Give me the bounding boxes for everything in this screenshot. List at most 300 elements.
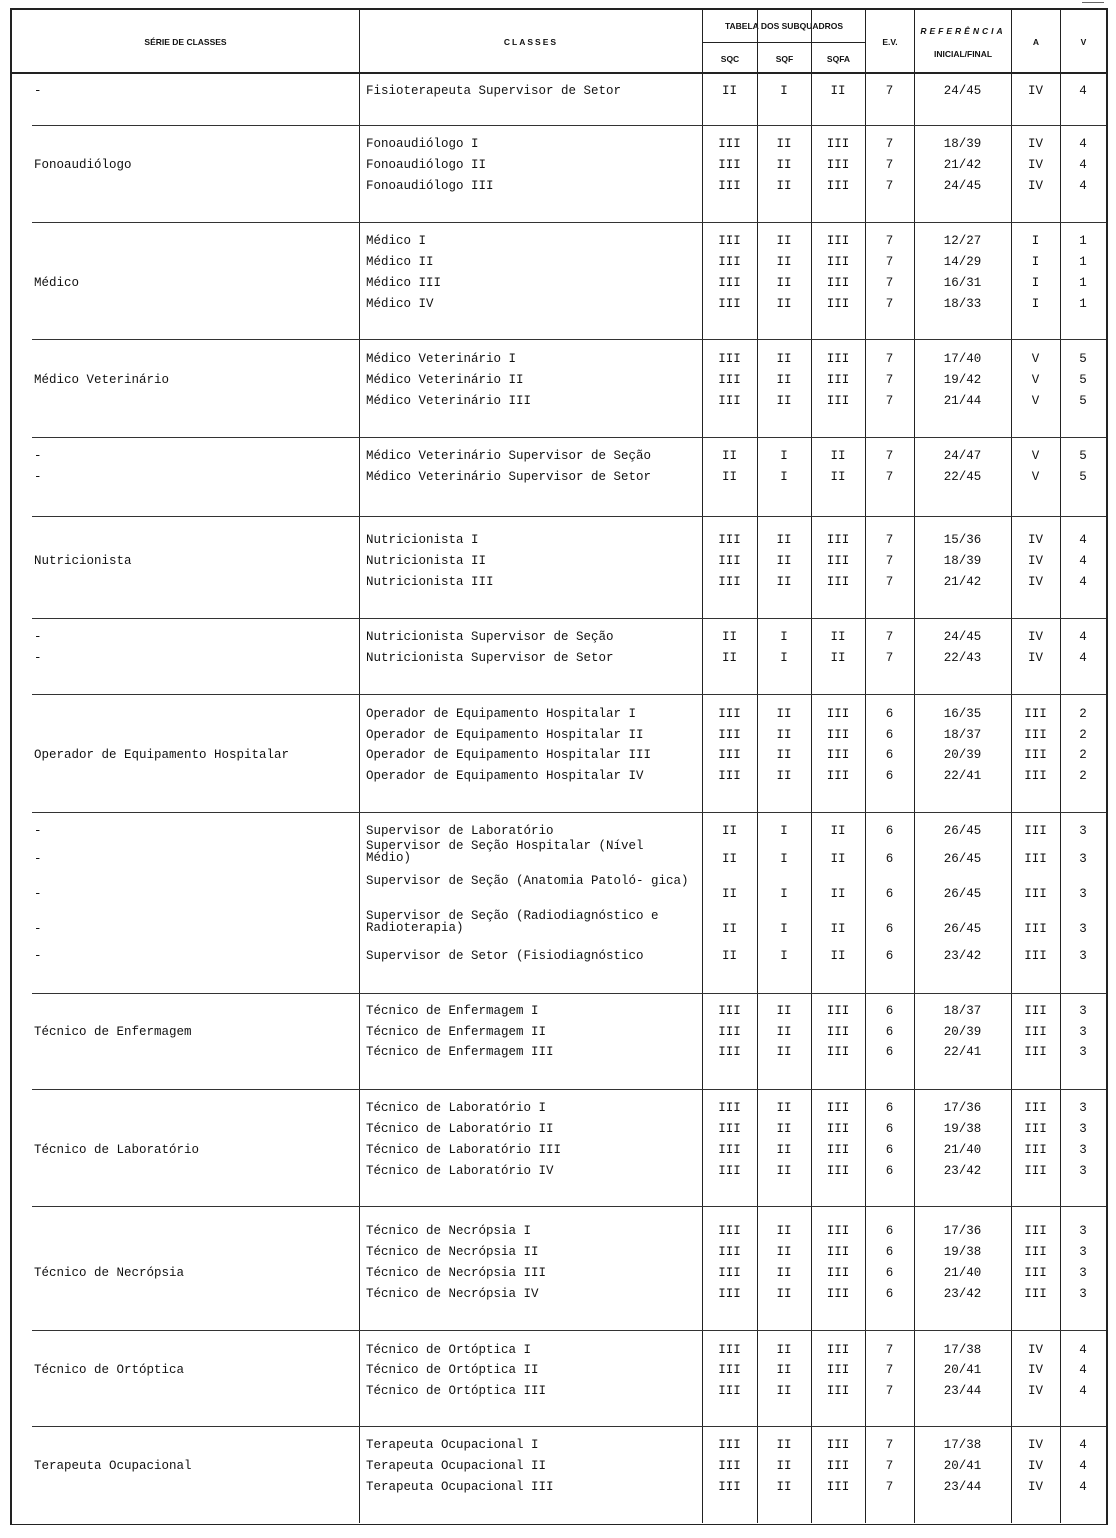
cell-ref: 20/39 <box>943 748 982 762</box>
cell-sqf: I <box>780 651 788 665</box>
series-label: - <box>34 84 42 98</box>
cell-sqc: III <box>718 352 741 366</box>
cell-ref: 21/42 <box>943 158 982 172</box>
series-label: Médico Veterinário <box>34 373 170 387</box>
cell-sqc: II <box>721 922 737 936</box>
cell-sqc: III <box>718 1025 741 1039</box>
cell-sqfa: III <box>826 1045 850 1059</box>
group-divider <box>32 125 1106 126</box>
cell-ev: 6 <box>885 707 894 721</box>
cell-ev: 6 <box>885 769 894 783</box>
cell-sqc: III <box>718 1480 741 1494</box>
header-tabela: TABELA DOS SUBQUADROS <box>724 21 844 31</box>
cell-v: 4 <box>1079 575 1087 589</box>
group-divider <box>32 993 1106 994</box>
cell-sqf: II <box>776 1266 792 1280</box>
cell-v: 3 <box>1079 1224 1087 1238</box>
cell-ev: 6 <box>885 748 894 762</box>
group-divider <box>32 694 1106 695</box>
cell-ev: 6 <box>885 852 894 866</box>
cell-sqf: II <box>776 179 792 193</box>
cell-sqfa: III <box>826 1438 850 1452</box>
group-divider <box>32 437 1106 438</box>
cell-sqfa: III <box>826 1480 850 1494</box>
cell-v: 3 <box>1079 1287 1087 1301</box>
cell-sqf: II <box>776 1122 792 1136</box>
cell-ev: 7 <box>885 234 894 248</box>
class-name: Técnico de Enfermagem III <box>366 1045 554 1059</box>
row-series-dash: - <box>34 922 42 936</box>
class-name: Operador de Equipamento Hospitalar I <box>366 707 637 721</box>
cell-sqfa: III <box>826 1363 850 1377</box>
cell-sqf: II <box>776 533 792 547</box>
cell-sqfa: III <box>826 554 850 568</box>
cell-ref: 16/35 <box>943 707 982 721</box>
cell-sqc: III <box>718 276 741 290</box>
cell-v: 3 <box>1079 887 1087 901</box>
group-divider <box>32 1089 1106 1090</box>
cell-ev: 7 <box>885 373 894 387</box>
column-rule <box>359 8 360 1523</box>
corner-mark <box>1082 2 1104 3</box>
class-name: Fonoaudiólogo II <box>366 158 487 172</box>
cell-v: 4 <box>1079 630 1087 644</box>
row-series-dash: - <box>34 449 42 463</box>
header-sqfa: SQFA <box>826 53 851 64</box>
row-series-dash: - <box>34 852 42 866</box>
cell-sqc: III <box>718 137 741 151</box>
cell-ref: 26/45 <box>943 824 982 838</box>
cell-sqc: III <box>718 1004 741 1018</box>
cell-sqfa: III <box>826 373 850 387</box>
cell-v: 2 <box>1079 748 1087 762</box>
header-referencia: REFERÊNCIA <box>920 26 1006 36</box>
cell-sqfa: III <box>826 728 850 742</box>
cell-a: IV <box>1027 1343 1043 1357</box>
cell-sqfa: III <box>826 179 850 193</box>
cell-a: III <box>1024 1245 1047 1259</box>
header-serie: SÉRIE DE CLASSES <box>144 37 227 47</box>
cell-sqc: III <box>718 1101 741 1115</box>
cell-sqf: II <box>776 1143 792 1157</box>
cell-sqf: I <box>780 84 788 98</box>
cell-a: III <box>1024 1025 1047 1039</box>
cell-v: 5 <box>1079 394 1087 408</box>
cell-sqc: II <box>721 630 737 644</box>
cell-sqf: I <box>780 949 788 963</box>
cell-a: V <box>1031 449 1040 463</box>
cell-ref: 24/45 <box>943 179 982 193</box>
series-label: Fonoaudiólogo <box>34 158 132 172</box>
cell-sqc: II <box>721 949 737 963</box>
cell-a: III <box>1024 748 1047 762</box>
row-series-dash: - <box>34 470 42 484</box>
cell-ref: 17/36 <box>943 1224 982 1238</box>
cell-sqc: III <box>718 1266 741 1280</box>
class-name: Técnico de Ortóptica I <box>366 1343 532 1357</box>
header-classes: CLASSES <box>503 37 559 47</box>
cell-a: IV <box>1027 1438 1043 1452</box>
cell-sqf: I <box>780 470 788 484</box>
cell-v: 2 <box>1079 707 1087 721</box>
cell-a: V <box>1031 352 1040 366</box>
cell-ev: 7 <box>885 1480 894 1494</box>
cell-ref: 15/36 <box>943 533 982 547</box>
cell-ev: 7 <box>885 470 894 484</box>
cell-sqf: II <box>776 1363 792 1377</box>
cell-ev: 7 <box>885 1343 894 1357</box>
class-name: Técnico de Necrópsia I <box>366 1224 532 1238</box>
cell-sqfa: III <box>826 1459 850 1473</box>
cell-a: III <box>1024 1287 1047 1301</box>
cell-sqc: II <box>721 651 737 665</box>
cell-ref: 23/42 <box>943 1287 982 1301</box>
cell-sqfa: III <box>826 533 850 547</box>
class-name: Técnico de Ortóptica II <box>366 1363 539 1377</box>
cell-ev: 7 <box>885 651 894 665</box>
class-name: Técnico de Necrópsia III <box>366 1266 547 1280</box>
cell-sqf: II <box>776 1438 792 1452</box>
cell-ref: 23/44 <box>943 1384 982 1398</box>
cell-sqfa: III <box>826 394 850 408</box>
cell-ev: 7 <box>885 158 894 172</box>
cell-sqc: III <box>718 1287 741 1301</box>
class-name: Supervisor de Laboratório <box>366 824 554 838</box>
group-divider <box>32 516 1106 517</box>
row-series-dash: - <box>34 630 42 644</box>
cell-v: 4 <box>1079 1480 1087 1494</box>
cell-a: IV <box>1027 179 1043 193</box>
cell-ref: 22/43 <box>943 651 982 665</box>
cell-sqfa: III <box>826 1287 850 1301</box>
cell-a: III <box>1024 852 1047 866</box>
cell-sqfa: III <box>826 575 850 589</box>
class-name: Nutricionista Supervisor de Seção <box>366 630 614 644</box>
cell-sqc: III <box>718 297 741 311</box>
cell-sqfa: III <box>826 1224 850 1238</box>
class-name: Fonoaudiólogo III <box>366 179 494 193</box>
class-name: Médico III <box>366 276 442 290</box>
cell-ev: 6 <box>885 1045 894 1059</box>
cell-sqc: III <box>718 1122 741 1136</box>
cell-a: IV <box>1027 137 1043 151</box>
cell-v: 1 <box>1079 255 1087 269</box>
cell-v: 3 <box>1079 1025 1087 1039</box>
cell-v: 5 <box>1079 470 1087 484</box>
cell-sqfa: III <box>826 1122 850 1136</box>
cell-v: 3 <box>1079 922 1087 936</box>
cell-sqf: II <box>776 728 792 742</box>
cell-sqf: II <box>776 158 792 172</box>
cell-sqfa: III <box>826 1143 850 1157</box>
class-name: Nutricionista I <box>366 533 479 547</box>
cell-sqc: III <box>718 1164 741 1178</box>
header-sqc: SQC <box>720 53 740 64</box>
cell-v: 2 <box>1079 769 1087 783</box>
cell-sqfa: III <box>826 276 850 290</box>
cell-sqc: III <box>718 234 741 248</box>
cell-a: IV <box>1027 575 1043 589</box>
header-a: A <box>1032 37 1040 47</box>
table-header <box>12 8 1106 74</box>
cell-a: III <box>1024 707 1047 721</box>
class-name: Operador de Equipamento Hospitalar III <box>366 748 652 762</box>
cell-sqfa: III <box>826 748 850 762</box>
class-name: Médico Veterinário III <box>366 394 532 408</box>
cell-sqc: II <box>721 852 737 866</box>
cell-ref: 26/45 <box>943 852 982 866</box>
cell-sqfa: II <box>830 887 846 901</box>
cell-ref: 21/40 <box>943 1266 982 1280</box>
class-name: Terapeuta Ocupacional II <box>366 1459 547 1473</box>
class-name: Supervisor de Setor (Fisiodiagnóstico <box>366 949 644 963</box>
class-name: Nutricionista Supervisor de Setor <box>366 651 614 665</box>
class-name: Técnico de Necrópsia IV <box>366 1287 539 1301</box>
cell-sqf: II <box>776 1224 792 1238</box>
cell-v: 3 <box>1079 1004 1087 1018</box>
cell-ref: 23/42 <box>943 949 982 963</box>
cell-sqf: II <box>776 554 792 568</box>
cell-ref: 17/38 <box>943 1343 982 1357</box>
cell-a: V <box>1031 470 1040 484</box>
class-name: Supervisor de Seção Hospitalar (Nível Médio) <box>366 839 644 865</box>
cell-sqc: III <box>718 1343 741 1357</box>
class-name: Supervisor de Seção (Radiodiagnóstico e Radioterapia) <box>366 909 659 935</box>
group-divider <box>32 1330 1106 1331</box>
class-name: Médico IV <box>366 297 434 311</box>
cell-sqfa: III <box>826 1101 850 1115</box>
cell-sqf: I <box>780 630 788 644</box>
cell-ev: 6 <box>885 1122 894 1136</box>
cell-a: III <box>1024 1045 1047 1059</box>
cell-ref: 18/37 <box>943 728 982 742</box>
cell-sqfa: III <box>826 234 850 248</box>
group-divider <box>32 1206 1106 1207</box>
cell-a: I <box>1031 255 1040 269</box>
series-label: Terapeuta Ocupacional <box>34 1459 192 1473</box>
series-label: Técnico de Ortóptica <box>34 1363 185 1377</box>
cell-sqc: III <box>718 533 741 547</box>
cell-sqc: III <box>718 1459 741 1473</box>
class-name: Médico Veterinário Supervisor de Seção <box>366 449 652 463</box>
cell-v: 1 <box>1079 234 1087 248</box>
cell-a: III <box>1024 1266 1047 1280</box>
cell-v: 3 <box>1079 1122 1087 1136</box>
cell-v: 4 <box>1079 84 1087 98</box>
cell-sqc: III <box>718 748 741 762</box>
class-name: Médico Veterinário Supervisor de Setor <box>366 470 652 484</box>
cell-v: 4 <box>1079 158 1087 172</box>
cell-ref: 20/41 <box>943 1363 982 1377</box>
cell-a: IV <box>1027 1363 1043 1377</box>
class-name: Técnico de Laboratório IV <box>366 1164 554 1178</box>
cell-ref: 22/45 <box>943 470 982 484</box>
class-name: Médico Veterinário I <box>366 352 517 366</box>
series-label: Técnico de Laboratório <box>34 1143 200 1157</box>
cell-v: 5 <box>1079 449 1087 463</box>
cell-a: III <box>1024 728 1047 742</box>
header-subdivider <box>703 42 865 43</box>
class-name: Operador de Equipamento Hospitalar IV <box>366 769 644 783</box>
cell-v: 3 <box>1079 949 1087 963</box>
cell-v: 3 <box>1079 1143 1087 1157</box>
cell-ev: 7 <box>885 554 894 568</box>
cell-ref: 24/45 <box>943 84 982 98</box>
class-name: Técnico de Necrópsia II <box>366 1245 539 1259</box>
cell-ev: 7 <box>885 394 894 408</box>
cell-sqf: II <box>776 1343 792 1357</box>
cell-ref: 18/39 <box>943 554 982 568</box>
cell-sqf: II <box>776 1025 792 1039</box>
cell-a: III <box>1024 949 1047 963</box>
header-sqf: SQF <box>775 53 794 64</box>
cell-a: III <box>1024 1122 1047 1136</box>
class-name: Médico I <box>366 234 427 248</box>
cell-ev: 7 <box>885 179 894 193</box>
cell-ev: 6 <box>885 1245 894 1259</box>
cell-ev: 7 <box>885 575 894 589</box>
cell-sqc: III <box>718 1438 741 1452</box>
cell-ev: 7 <box>885 255 894 269</box>
cell-sqc: II <box>721 449 737 463</box>
cell-sqf: II <box>776 276 792 290</box>
cell-sqf: II <box>776 769 792 783</box>
cell-a: III <box>1024 1004 1047 1018</box>
row-series-dash: - <box>34 887 42 901</box>
cell-a: I <box>1031 297 1040 311</box>
cell-v: 5 <box>1079 352 1087 366</box>
cell-sqfa: III <box>826 255 850 269</box>
cell-a: III <box>1024 922 1047 936</box>
class-name: Médico Veterinário II <box>366 373 524 387</box>
cell-sqfa: III <box>826 707 850 721</box>
cell-sqf: II <box>776 352 792 366</box>
series-label: Médico <box>34 276 80 290</box>
cell-ref: 26/45 <box>943 922 982 936</box>
cell-sqc: II <box>721 824 737 838</box>
cell-ev: 7 <box>885 1363 894 1377</box>
cell-sqf: II <box>776 1164 792 1178</box>
cell-v: 1 <box>1079 276 1087 290</box>
cell-ev: 7 <box>885 352 894 366</box>
cell-ref: 18/39 <box>943 137 982 151</box>
cell-sqf: II <box>776 1245 792 1259</box>
cell-sqc: II <box>721 470 737 484</box>
cell-sqfa: II <box>830 651 846 665</box>
cell-sqfa: III <box>826 352 850 366</box>
cell-ref: 14/29 <box>943 255 982 269</box>
cell-ev: 6 <box>885 922 894 936</box>
class-name: Técnico de Laboratório II <box>366 1122 554 1136</box>
cell-sqc: III <box>718 1045 741 1059</box>
cell-ev: 7 <box>885 1438 894 1452</box>
cell-sqf: II <box>776 234 792 248</box>
cell-v: 4 <box>1079 1438 1087 1452</box>
cell-v: 2 <box>1079 728 1087 742</box>
cell-sqfa: III <box>826 1004 850 1018</box>
cell-ev: 7 <box>885 276 894 290</box>
cell-sqc: III <box>718 1224 741 1238</box>
cell-sqf: II <box>776 1004 792 1018</box>
cell-sqfa: III <box>826 137 850 151</box>
cell-v: 3 <box>1079 852 1087 866</box>
cell-a: III <box>1024 824 1047 838</box>
cell-sqfa: III <box>826 1245 850 1259</box>
cell-v: 4 <box>1079 1459 1087 1473</box>
cell-sqf: I <box>780 824 788 838</box>
cell-sqc: III <box>718 373 741 387</box>
cell-ev: 6 <box>885 728 894 742</box>
class-name: Fisioterapeuta Supervisor de Setor <box>366 84 622 98</box>
cell-sqf: II <box>776 707 792 721</box>
cell-a: IV <box>1027 554 1043 568</box>
cell-ev: 7 <box>885 1459 894 1473</box>
cell-ref: 17/38 <box>943 1438 982 1452</box>
cell-sqf: II <box>776 255 792 269</box>
cell-ev: 7 <box>885 84 894 98</box>
cell-ev: 7 <box>885 449 894 463</box>
cell-ref: 17/40 <box>943 352 982 366</box>
class-name: Técnico de Ortóptica III <box>366 1384 547 1398</box>
cell-a: V <box>1031 373 1040 387</box>
class-name: Técnico de Laboratório I <box>366 1101 547 1115</box>
cell-v: 3 <box>1079 1245 1087 1259</box>
cell-ev: 6 <box>885 1224 894 1238</box>
cell-ref: 12/27 <box>943 234 982 248</box>
cell-ref: 19/38 <box>943 1122 982 1136</box>
cell-ref: 24/45 <box>943 630 982 644</box>
cell-ev: 7 <box>885 1384 894 1398</box>
cell-a: IV <box>1027 1384 1043 1398</box>
cell-sqc: III <box>718 255 741 269</box>
cell-v: 3 <box>1079 1101 1087 1115</box>
cell-ref: 23/44 <box>943 1480 982 1494</box>
cell-a: I <box>1031 276 1040 290</box>
cell-ref: 22/41 <box>943 769 982 783</box>
cell-ref: 18/37 <box>943 1004 982 1018</box>
cell-v: 4 <box>1079 651 1087 665</box>
cell-sqc: III <box>718 707 741 721</box>
cell-sqc: III <box>718 1363 741 1377</box>
header-ev: E.V. <box>882 37 898 47</box>
cell-v: 3 <box>1079 1266 1087 1280</box>
cell-sqfa: III <box>826 1384 850 1398</box>
cell-v: 4 <box>1079 1343 1087 1357</box>
cell-v: 4 <box>1079 554 1087 568</box>
class-name: Nutricionista III <box>366 575 494 589</box>
cell-ref: 19/38 <box>943 1245 982 1259</box>
cell-ref: 26/45 <box>943 887 982 901</box>
cell-sqf: I <box>780 887 788 901</box>
cell-sqc: II <box>721 84 737 98</box>
cell-sqf: II <box>776 1101 792 1115</box>
row-series-dash: - <box>34 949 42 963</box>
cell-ref: 23/42 <box>943 1164 982 1178</box>
cell-ref: 17/36 <box>943 1101 982 1115</box>
cell-ev: 6 <box>885 1101 894 1115</box>
cell-sqfa: III <box>826 1025 850 1039</box>
class-name: Técnico de Enfermagem I <box>366 1004 539 1018</box>
cell-v: 3 <box>1079 1164 1087 1178</box>
cell-sqf: II <box>776 1287 792 1301</box>
cell-sqf: II <box>776 297 792 311</box>
cell-ev: 6 <box>885 949 894 963</box>
class-name: Fonoaudiólogo I <box>366 137 479 151</box>
cell-sqc: III <box>718 394 741 408</box>
group-divider <box>32 222 1106 223</box>
cell-v: 5 <box>1079 373 1087 387</box>
header-inicial-final: INICIAL/FINAL <box>933 49 993 59</box>
